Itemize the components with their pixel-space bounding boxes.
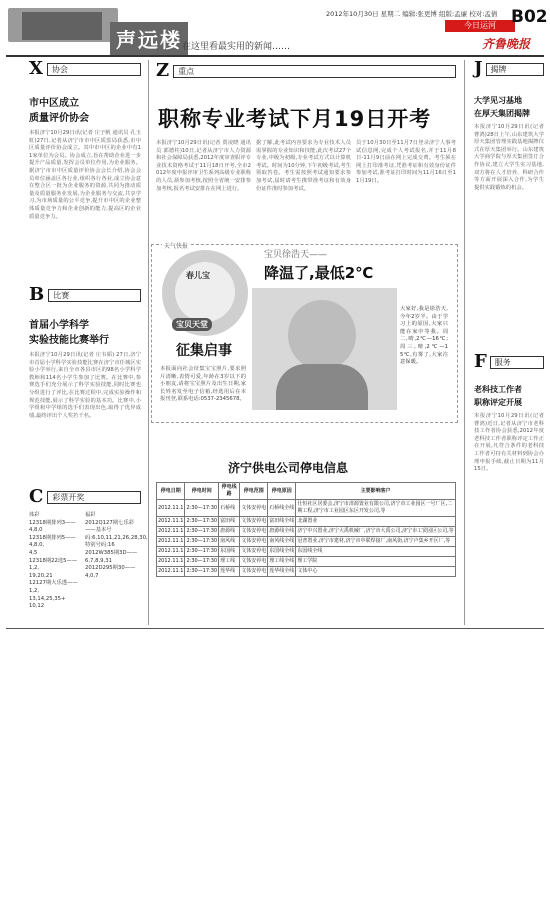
table-cell: 文体安停电	[240, 557, 268, 567]
table-header-cell: 停电时间	[185, 483, 219, 500]
section-letter: J	[474, 58, 483, 79]
section-letter: C	[29, 486, 44, 507]
table-cell: 2:30—17:30	[185, 537, 219, 547]
table-cell: 2012.11.1	[157, 537, 185, 547]
table-cell: 文体安停电	[240, 500, 268, 517]
section-label: 今日运河	[445, 20, 515, 32]
column-slogan: 在这里看最实用的新闻……	[182, 42, 291, 52]
lottery-welfare: 福彩 2012Q127期七乐彩——基本号码:6,10,11,21,26,28,30,特别号码:16 2012W385期3D——6,7,8,9,31 2012D295期30——4,0,7	[85, 512, 148, 579]
table-cell: 2012.11.1	[157, 547, 185, 557]
main-headline: 职称专业考试下月19日开考	[158, 107, 432, 131]
table-cell: 莲华线全线	[268, 567, 296, 577]
table-cell: 富田线	[219, 517, 240, 527]
table-row	[157, 547, 456, 557]
table-cell: 2012.11.1	[157, 567, 185, 577]
table-row	[157, 500, 456, 517]
badge-text: 宝贝天堂	[172, 318, 212, 331]
table-cell: 唐源线全线	[268, 527, 296, 537]
table-row	[157, 537, 456, 547]
article-j	[474, 58, 544, 339]
baby-face	[288, 300, 356, 370]
article-body: 本报济宁10月29日讯(记者 曹鸿)近日,记者从济宁市老科技工作者协会获悉,2012年度老科技工作者职称评定工作正在开展,凡符合条件的老科技工作者可持有关材料到协会办理申报手续,截止日期为11月15日。	[474, 413, 544, 473]
newspaper-logo: 齐鲁晚报	[482, 37, 531, 51]
table-cell: 文体安停电	[240, 527, 268, 537]
column-divider	[464, 60, 465, 625]
headline: 市中区成立	[29, 98, 79, 109]
table-cell: 富田线全线	[268, 517, 296, 527]
article-x	[29, 58, 141, 268]
table-cell: 莲华线	[219, 567, 240, 577]
table-header-cell: 停电范围	[240, 483, 268, 500]
table-cell: 石桥线全线	[268, 500, 296, 517]
table-cell: 东国线	[219, 547, 240, 557]
article-body: 本报济宁10月29日讯(记者 庄韦韬) 27日,济宁市首届小学科学实验技能比赛在济宁市任城区实验小学举行,来自全市各县市区的98名小学科学教师和114名小学生参加了比赛。在比赛中,参赛选手们充分展示了科学实验技能,同时比赛也分组进行了评比,在比赛过程中,完成实验操作和规范技能,展示了科学实验的基本功。比赛中,小学组和中学组的选手们表现出色,取得了优异成绩,最终评出个人奖若干名。	[29, 352, 141, 419]
table-header-cell: 停电线路	[219, 483, 240, 500]
page-number: B02	[511, 7, 548, 27]
table-cell: 理工线全线	[268, 557, 296, 567]
section-tag: 揭牌	[486, 63, 544, 76]
badge-text: 春儿宝	[186, 271, 210, 280]
section-header-z	[156, 62, 456, 80]
table-cell: 文体安停电	[240, 517, 268, 527]
table-cell: 东国线全线	[296, 547, 456, 557]
lottery-sports: 体彩 12318期排列3——4,8,0 12318期排列5——4,8,0, 4,5 12318期22选5——1,2, 19,20,21 12127期大乐透——1,2, 13,14,25,35+ 10,12	[29, 512, 78, 610]
table-cell: 仕恒社区居委会,济宁市清源置业有限公司,济宁市工业园区一号厂区,二期工程,济宁市工业园区东区开发公司,等	[296, 500, 456, 517]
table-cell: 南风线	[219, 537, 240, 547]
section-tag: 重点	[173, 65, 456, 78]
section-tag: 彩票开奖	[47, 491, 141, 504]
article-body: 本报面向社会征集宝宝照片,要求照片清晰,表情可爱,年龄在3岁以下的小朋友,请将宝宝照片及出生日期,家长姓名发至电子信箱,经选用后在本报刊登,联系电话:0537-2345678。	[160, 366, 246, 403]
table-title: 济宁供电公司停电信息	[228, 461, 349, 475]
bottom-rule	[6, 628, 544, 629]
table-cell: 石桥线	[219, 500, 240, 517]
article-body: 员于10月30日至11月7日登录济宁人事考试信息网,完成个人考试报名,并于11月8日-11月9日前在网上完成交费。考生须在网上打印准考证,凭准考证和有效身份证件参加考试,准考证打印时间为11月16日至11月19日。	[356, 140, 456, 184]
table-cell: 2:30—17:30	[185, 567, 219, 577]
table-cell: 2:30—17:30	[185, 517, 219, 527]
baby-body	[276, 364, 368, 410]
table-row	[157, 567, 456, 577]
article-f	[474, 351, 544, 628]
weather-subtitle: 宝贝徐浩天——	[264, 250, 328, 260]
headline: 在厚天集团揭牌	[474, 109, 530, 118]
table-row	[157, 557, 456, 567]
castle-silhouette	[22, 12, 102, 40]
table-header-cell: 停电日期	[157, 483, 185, 500]
table-cell: 2012.11.1	[157, 500, 185, 517]
column-divider	[148, 60, 149, 625]
headline: 质量评价协会	[29, 113, 89, 124]
table-cell: 2:30—17:30	[185, 557, 219, 567]
article-body: 本报济宁10月29日讯(记者 贾凌晓 通讯员 郭德柱)10日,记者从济宁市人力资源和社会保障局获悉,2012年度审查职评专业技术资格考试于11月18日开考,全市2012年度申报评审卫生系列高级专业职称的人员,须参加考核,按照全省统一安排参加考核,报名考试安排在在网上进行。	[156, 140, 251, 192]
article-c	[29, 486, 148, 622]
header-rule	[6, 55, 544, 57]
weather-tag: 天气快报	[164, 243, 189, 250]
section-letter: Z	[156, 60, 170, 81]
section-tag: 服务	[490, 356, 544, 369]
table-cell: 2012.11.1	[157, 557, 185, 567]
headline: 实验技能比赛举行	[29, 335, 109, 346]
table-cell: 2012.11.1	[157, 527, 185, 537]
table-cell: 理工学院	[296, 557, 456, 567]
baby-photo	[252, 288, 397, 410]
weather-caption: 大家好,我是徐浩天,今年2岁半。由于学习上的原因,大家只能在家中等我。周二,晴,2℃—16℃;周三,晴,2℃—15℃,有雾了,大家注意保暖。	[400, 306, 448, 366]
headline: 老科技工作者	[474, 385, 522, 394]
table-header-cell: 主要影响客户	[296, 483, 456, 500]
article-body: 本报济宁10月29日讯(记者 曹鸿)28日上午,山东建筑大学厚天集团管理实践基地揭牌仪式在厚天集团举行。山东建筑大学商学院与厚天集团签订合作协议,建立大学生实习基地,双方将在人才培养、科研合作等方面开展深入合作,为学生提供实践锻炼的机会。	[474, 124, 544, 191]
section-tag: 比赛	[48, 289, 141, 302]
section-tag: 协会	[47, 63, 141, 76]
table-cell: 北湖置业	[296, 517, 456, 527]
table-cell: 2:30—17:30	[185, 547, 219, 557]
table-cell: 济宁中兴置业,济宁大禹机械厂,济宁市大禹公司,济宁市工贸园区公司,等	[296, 527, 456, 537]
table-cell: 理工线	[219, 557, 240, 567]
table-cell: 东国线全线	[268, 547, 296, 557]
section-letter: B	[29, 284, 45, 305]
table-cell: 南风线全线	[268, 537, 296, 547]
table-cell: 文体中心	[296, 567, 456, 577]
page-meta: 2012年10月30日 星期二 编辑:张更博 组版:孟廉 校对:孟倩	[326, 10, 498, 18]
headline: 征集启事	[176, 343, 232, 359]
table-row	[157, 527, 456, 537]
table-cell: 2:30—17:30	[185, 527, 219, 537]
table-header-cell: 停电原因	[268, 483, 296, 500]
article-body: 据了解,此考试内容要求为专业技术人员需掌握的专业知识和技能,此次考试27个专业,中级为初级,专业考试方式以计算机考试。时间为10分钟,下午初级考试,考生领取答卷。考生需按照考试通知要求参加考试,届时请考生携带准考证和有效身份证件准时参加考试。	[256, 140, 351, 192]
weather-headline: 降温了,最低2℃	[264, 264, 374, 282]
table-cell: 2012.11.1	[157, 517, 185, 527]
headline: 首届小学科学	[29, 320, 89, 331]
section-letter: X	[29, 58, 43, 79]
table-row	[157, 517, 456, 527]
column-brand: 声远楼	[110, 22, 188, 55]
table-cell: 文体安停电	[240, 547, 268, 557]
section-letter: F	[474, 351, 487, 372]
outage-table	[156, 482, 456, 577]
table-cell: 冠普置业,济宁市建材,济宁市中联焊接厂,南风街,济宁卢集乡开区厂,等	[296, 537, 456, 547]
table-cell: 文体安停电	[240, 537, 268, 547]
headline: 职称评定开展	[474, 398, 522, 407]
table-cell: 唐源线	[219, 527, 240, 537]
headline: 大学见习基地	[474, 96, 522, 105]
table-cell: 文体安停电	[240, 567, 268, 577]
article-b	[29, 284, 141, 470]
table-cell: 2:30—17:30	[185, 500, 219, 517]
article-body: 本报济宁10月29日讯(记者 庄子帆 通讯员 孔玉虹)27日,记者从济宁市市中区质监局获悉,市中区质量评价协会成立。其中市中区的企业中有11家单位为会员。协会成立,旨在帮助企业进一步提升产品质量,发挥会员单位作用,为企业服务。据济宁市市中区质量评价协会会长介绍,协会会员单位涵盖区各行业,组织各行各业,成立协会意在整合区一批为企业服务的资源,共同为推动质量及质量服务业发展,为企业服务与交流,共享学习,为市场质量的公平竞争,提升市中区的企业整体质量竞争力和企业创新的能力,提高区的企业质量竞争力。	[29, 130, 141, 220]
